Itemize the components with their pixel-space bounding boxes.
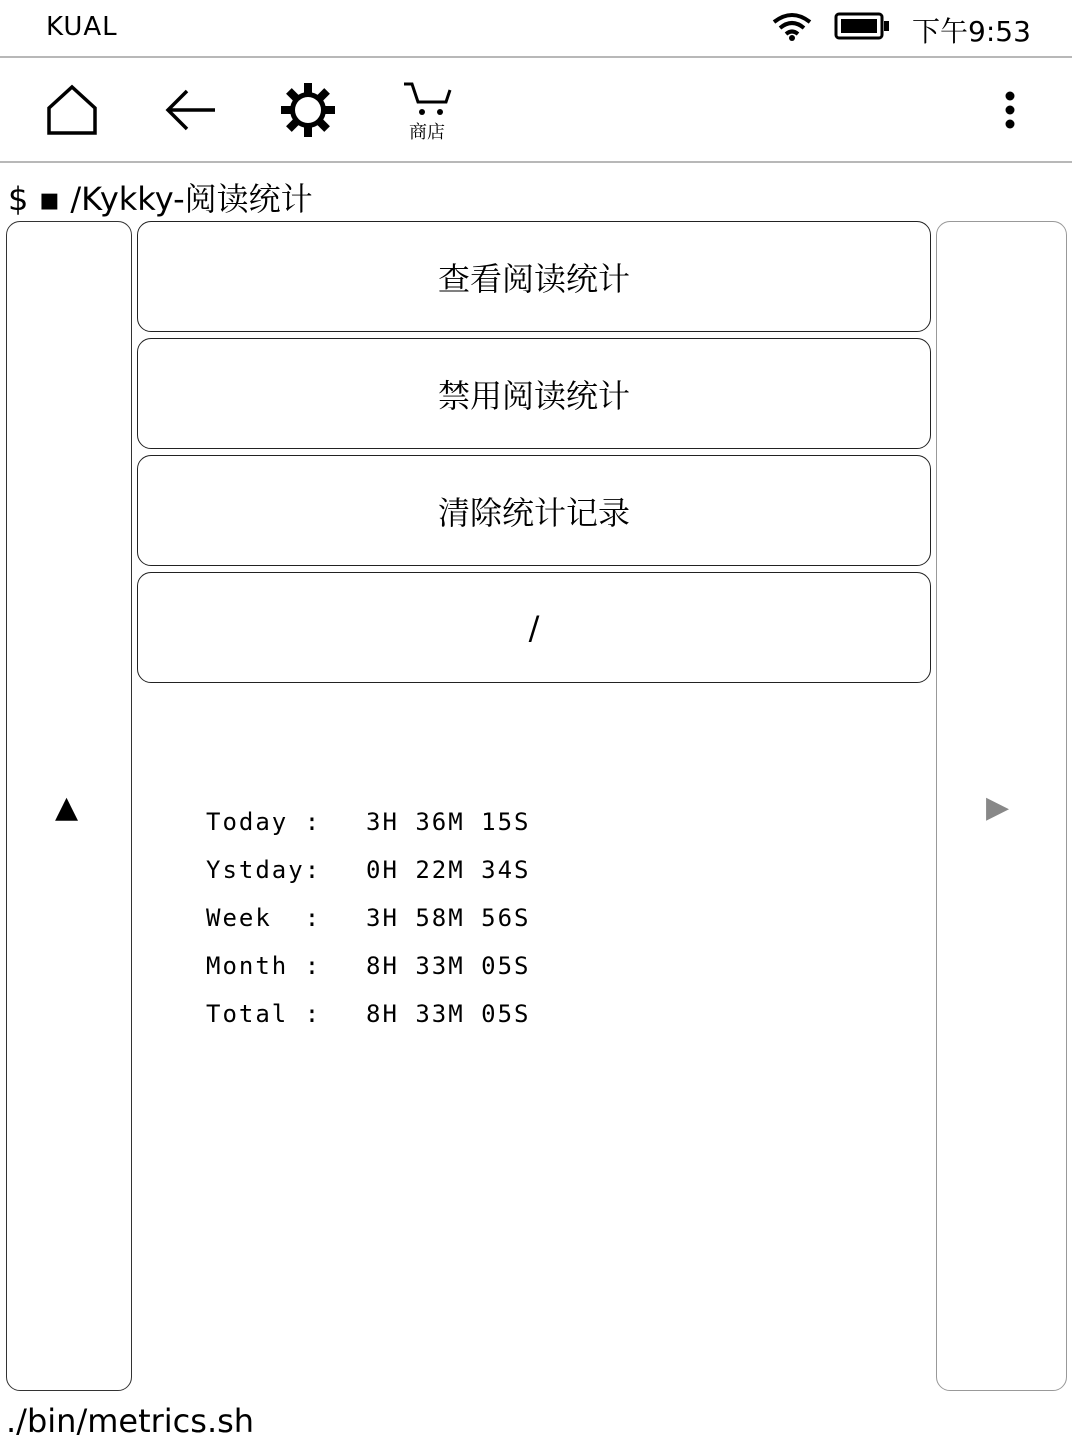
menu-item-label: 清除统计记录 bbox=[437, 493, 630, 532]
stat-label: Ystday: bbox=[206, 856, 322, 884]
menu-item-label: 查看阅读统计 bbox=[437, 259, 630, 298]
up-arrow-icon[interactable]: ▲ bbox=[55, 790, 79, 825]
stat-label: Today : bbox=[206, 808, 322, 836]
back-arrow-icon[interactable] bbox=[146, 58, 236, 162]
stat-label: Week : bbox=[206, 904, 322, 932]
stat-label: Total : bbox=[206, 1000, 322, 1028]
wifi-icon bbox=[770, 10, 814, 46]
stat-value: 0H 22M 34S bbox=[366, 856, 531, 884]
menu-item-label: / bbox=[528, 608, 540, 647]
stat-value: 8H 33M 05S bbox=[366, 952, 531, 980]
stat-row-yesterday bbox=[206, 856, 531, 904]
toolbar bbox=[0, 58, 1072, 162]
stat-row-total bbox=[206, 1000, 531, 1048]
settings-gear-icon[interactable] bbox=[263, 58, 353, 162]
stat-value: 3H 36M 15S bbox=[366, 808, 531, 836]
status-bar bbox=[0, 0, 1072, 56]
store-cart-icon[interactable] bbox=[382, 58, 472, 162]
home-icon[interactable] bbox=[27, 58, 117, 162]
stat-row-month bbox=[206, 952, 531, 1000]
reading-stats bbox=[206, 808, 531, 1048]
divider bbox=[0, 161, 1072, 163]
more-vertical-icon[interactable] bbox=[965, 58, 1055, 162]
store-label: 商店 bbox=[409, 122, 445, 143]
view-reading-stats-button[interactable] bbox=[137, 221, 931, 332]
status-time: 下午9:53 bbox=[912, 15, 1031, 48]
stat-value: 3H 58M 56S bbox=[366, 904, 531, 932]
script-path: ./bin/metrics.sh bbox=[6, 1402, 255, 1440]
stat-row-today bbox=[206, 808, 531, 856]
disable-reading-stats-button[interactable] bbox=[137, 338, 931, 449]
app-name: KUAL bbox=[46, 12, 118, 42]
breadcrumb: $ ▪ /Kykky-阅读统计 bbox=[8, 180, 313, 218]
stat-value: 8H 33M 05S bbox=[366, 1000, 531, 1028]
stat-label: Month : bbox=[206, 952, 322, 980]
right-arrow-icon[interactable]: ▶ bbox=[986, 790, 1010, 825]
battery-icon bbox=[834, 12, 890, 44]
stat-row-week bbox=[206, 904, 531, 952]
menu-item-label: 禁用阅读统计 bbox=[437, 376, 630, 415]
root-path-button[interactable] bbox=[137, 572, 931, 683]
clear-stats-records-button[interactable] bbox=[137, 455, 931, 566]
